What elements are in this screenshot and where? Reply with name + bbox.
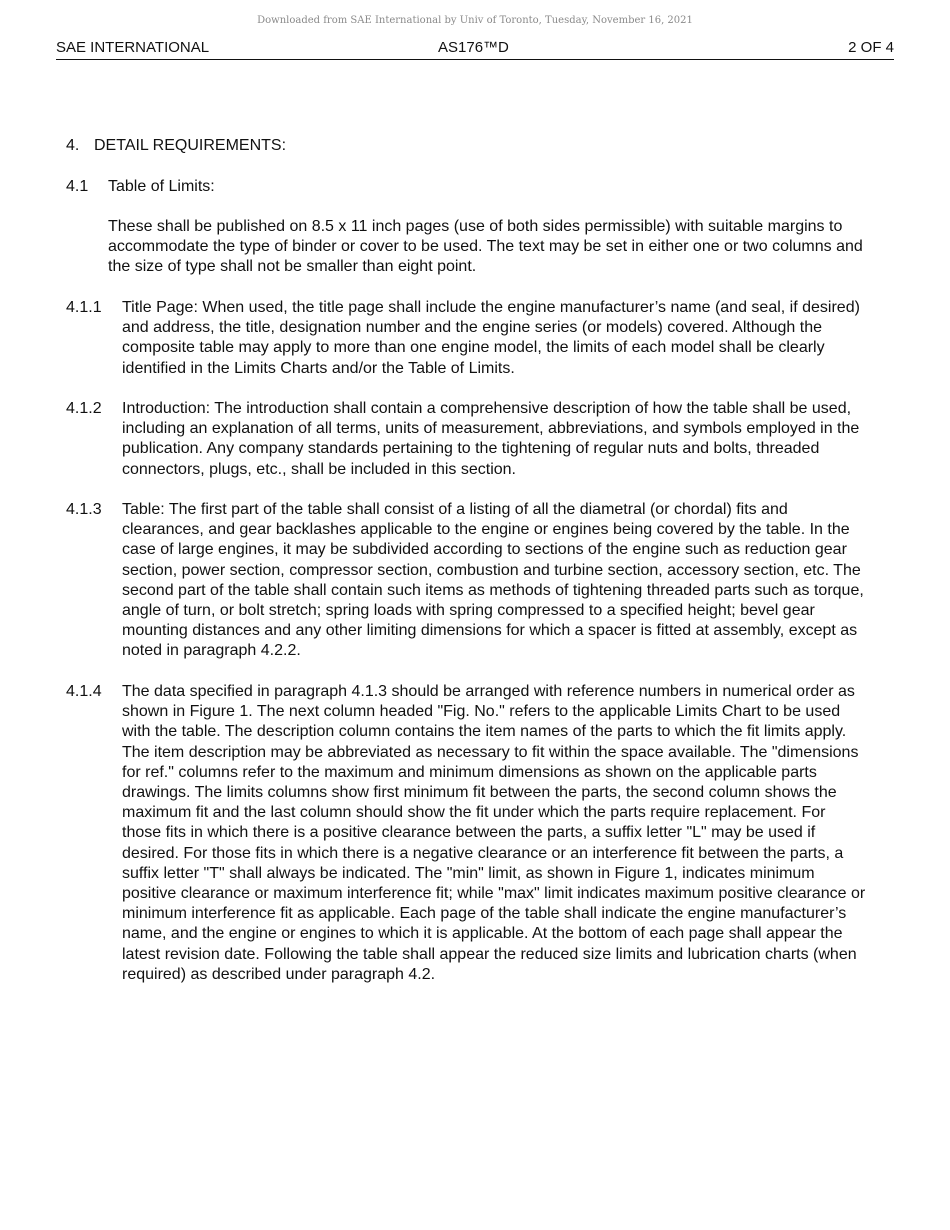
page-header bbox=[56, 38, 894, 60]
paragraph-number: 4.1.2 bbox=[66, 400, 102, 417]
paragraph-text: Table: The first part of the table shall consist of a listing of all the diametral (or chordal) fits and clearances, and gear backlashes applicable to the engine or engines being covered by the table. In the case of large engines, it may be subdivided according to sections of the engine such as reduction gear section, power section, compressor section, combustion and turbine section, accessory section, etc. The second part of the table shall contain such items as methods of tightening threaded parts such as torque, angle of turn, or bolt stretch; spring loads with spring compressed to a specified height; bevel gear mounting distances and any other limiting dimensions for which a spacer is fitted at assembly, except as noted in paragraph 4.2.2. bbox=[122, 501, 864, 660]
paragraph-number: 4.1.3 bbox=[66, 501, 102, 518]
subsection-title: Table of Limits: bbox=[108, 178, 215, 195]
download-watermark: Downloaded from SAE International by Univ of Toronto, Tuesday, November 16, 2021 bbox=[257, 15, 693, 26]
paragraph-number: 4.1.4 bbox=[66, 683, 102, 700]
section-title: DETAIL REQUIREMENTS: bbox=[94, 137, 287, 154]
section-number: 4. bbox=[66, 137, 80, 154]
header-document-id: AS176™D bbox=[438, 39, 509, 56]
paragraph-text: The data specified in paragraph 4.1.3 should be arranged with reference numbers in numerical order as shown in Figure 1. The next column headed "Fig. No." refers to the applicable Limits Chart to be used with the table. The description column contains the item names of the parts to which the fit limits apply. The item description may be abbreviated as necessary to fit within the space available. The "dimensions for ref." columns refer to the maximum and minimum dimensions as shown on the applicable parts drawings. The limits columns show first minimum fit between the parts, the second column shows the maximum fit and the last column should show the fit under which the parts require replacement. For those fits in which there is a positive clearance between the parts, a suffix letter "L" may be used if desired. For those fits in which there is a negative clearance or an interference fit between the parts, a suffix letter "T" shall always be indicated. The "min" limit, as shown in Figure 1, indicates minimum positive clearance or maximum interference fit; while "max" limit indicates maximum positive clearance or minimum interference fit as applicable. Each page of the table shall indicate the engine manufacturer’s name, and the engine or engines to which it is applicable. At the bottom of each page shall appear the latest revision date. Following the table shall appear the reduced size limits and lubrication charts (when required) as described under paragraph 4.2. bbox=[122, 683, 866, 983]
subsection-intro-paragraph: These shall be published on 8.5 x 11 inch pages (use of both sides permissible) with suitable margins to accommodate the type of binder or cover to be used. The text may be set in either one or two columns and the size of type shall not be smaller than eight point. bbox=[108, 218, 863, 276]
subsection-heading bbox=[66, 177, 215, 197]
subsection-number: 4.1 bbox=[66, 178, 89, 195]
section-heading bbox=[66, 136, 286, 156]
paragraph-text: Title Page: When used, the title page shall include the engine manufacturer’s name (and seal, if desired) and address, the title, designation number and the engine series (or models) covered. Although the composite table may apply to more than one engine model, the limits of each model shall be clearly identified in the Limits Charts and/or the Table of Limits. bbox=[122, 299, 860, 377]
paragraph-text: Introduction: The introduction shall contain a comprehensive description of how the table shall be used, including an explanation of all terms, units of measurement, abbreviations, and symbols employed in the publication. Any company standards pertaining to the tightening of regular nuts and bolts, threaded connectors, plugs, etc., shall be included in this section. bbox=[122, 400, 860, 478]
paragraph-number: 4.1.1 bbox=[66, 299, 102, 316]
header-page-number: 2 OF 4 bbox=[848, 39, 894, 56]
header-organization: SAE INTERNATIONAL bbox=[56, 39, 210, 56]
